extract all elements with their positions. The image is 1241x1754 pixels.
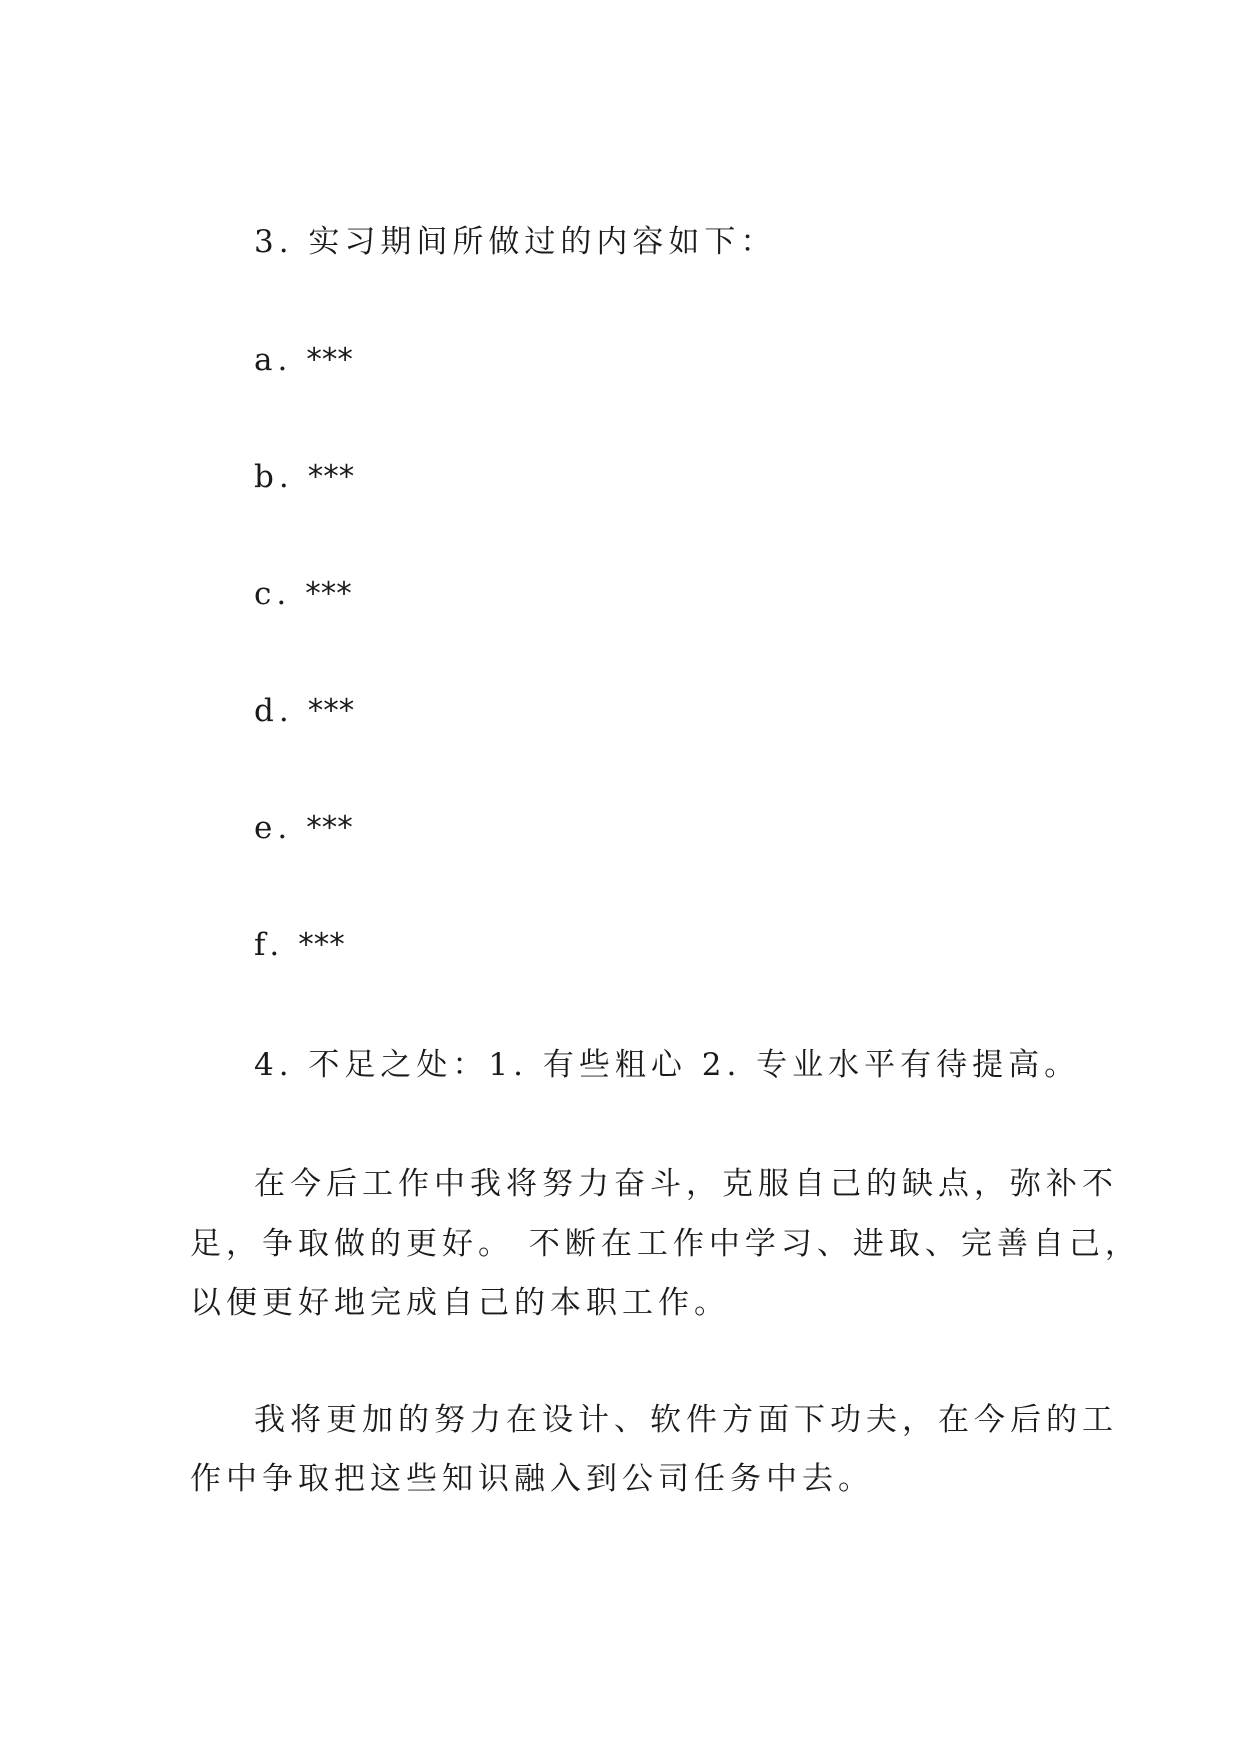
section-3-heading: 3. 实习期间所做过的内容如下： [254,224,777,260]
list-item-label: f. [254,927,285,963]
paragraph-1-line-3: 以便更好地完成自己的本职工作。 [190,1285,730,1321]
list-item [254,691,354,731]
list-item-value: *** [298,927,345,963]
list-item-label: c. [254,576,292,612]
list-item-value: *** [307,459,355,495]
list-item [254,574,352,614]
list-item [254,808,353,848]
list-item [254,340,353,380]
list-item [254,925,345,965]
list-item-label: d. [254,693,294,729]
paragraph-1-line-2: 足，争取做的更好。 不断在工作中学习、进取、完善自己， [190,1226,1141,1262]
paragraph-1-line-1: 在今后工作中我将努力奋斗，克服自己的缺点，弥补不 [254,1166,1118,1202]
section-4-heading: 4. 不足之处：1. 有些粗心 2. 专业水平有待提高。 [254,1047,1081,1083]
list-item-value: *** [306,810,353,846]
list-item-value: *** [306,342,353,378]
paragraph-2-line-1: 我将更加的努力在设计、软件方面下功夫，在今后的工 [254,1402,1118,1438]
list-item-value: *** [305,576,352,612]
paragraph-2-line-2: 作中争取把这些知识融入到公司任务中去。 [190,1461,874,1497]
list-item-label: b. [254,459,294,495]
list-item [254,457,354,497]
list-item-label: a. [254,342,293,378]
list-item-label: e. [254,810,293,846]
list-item-value: *** [307,693,355,729]
